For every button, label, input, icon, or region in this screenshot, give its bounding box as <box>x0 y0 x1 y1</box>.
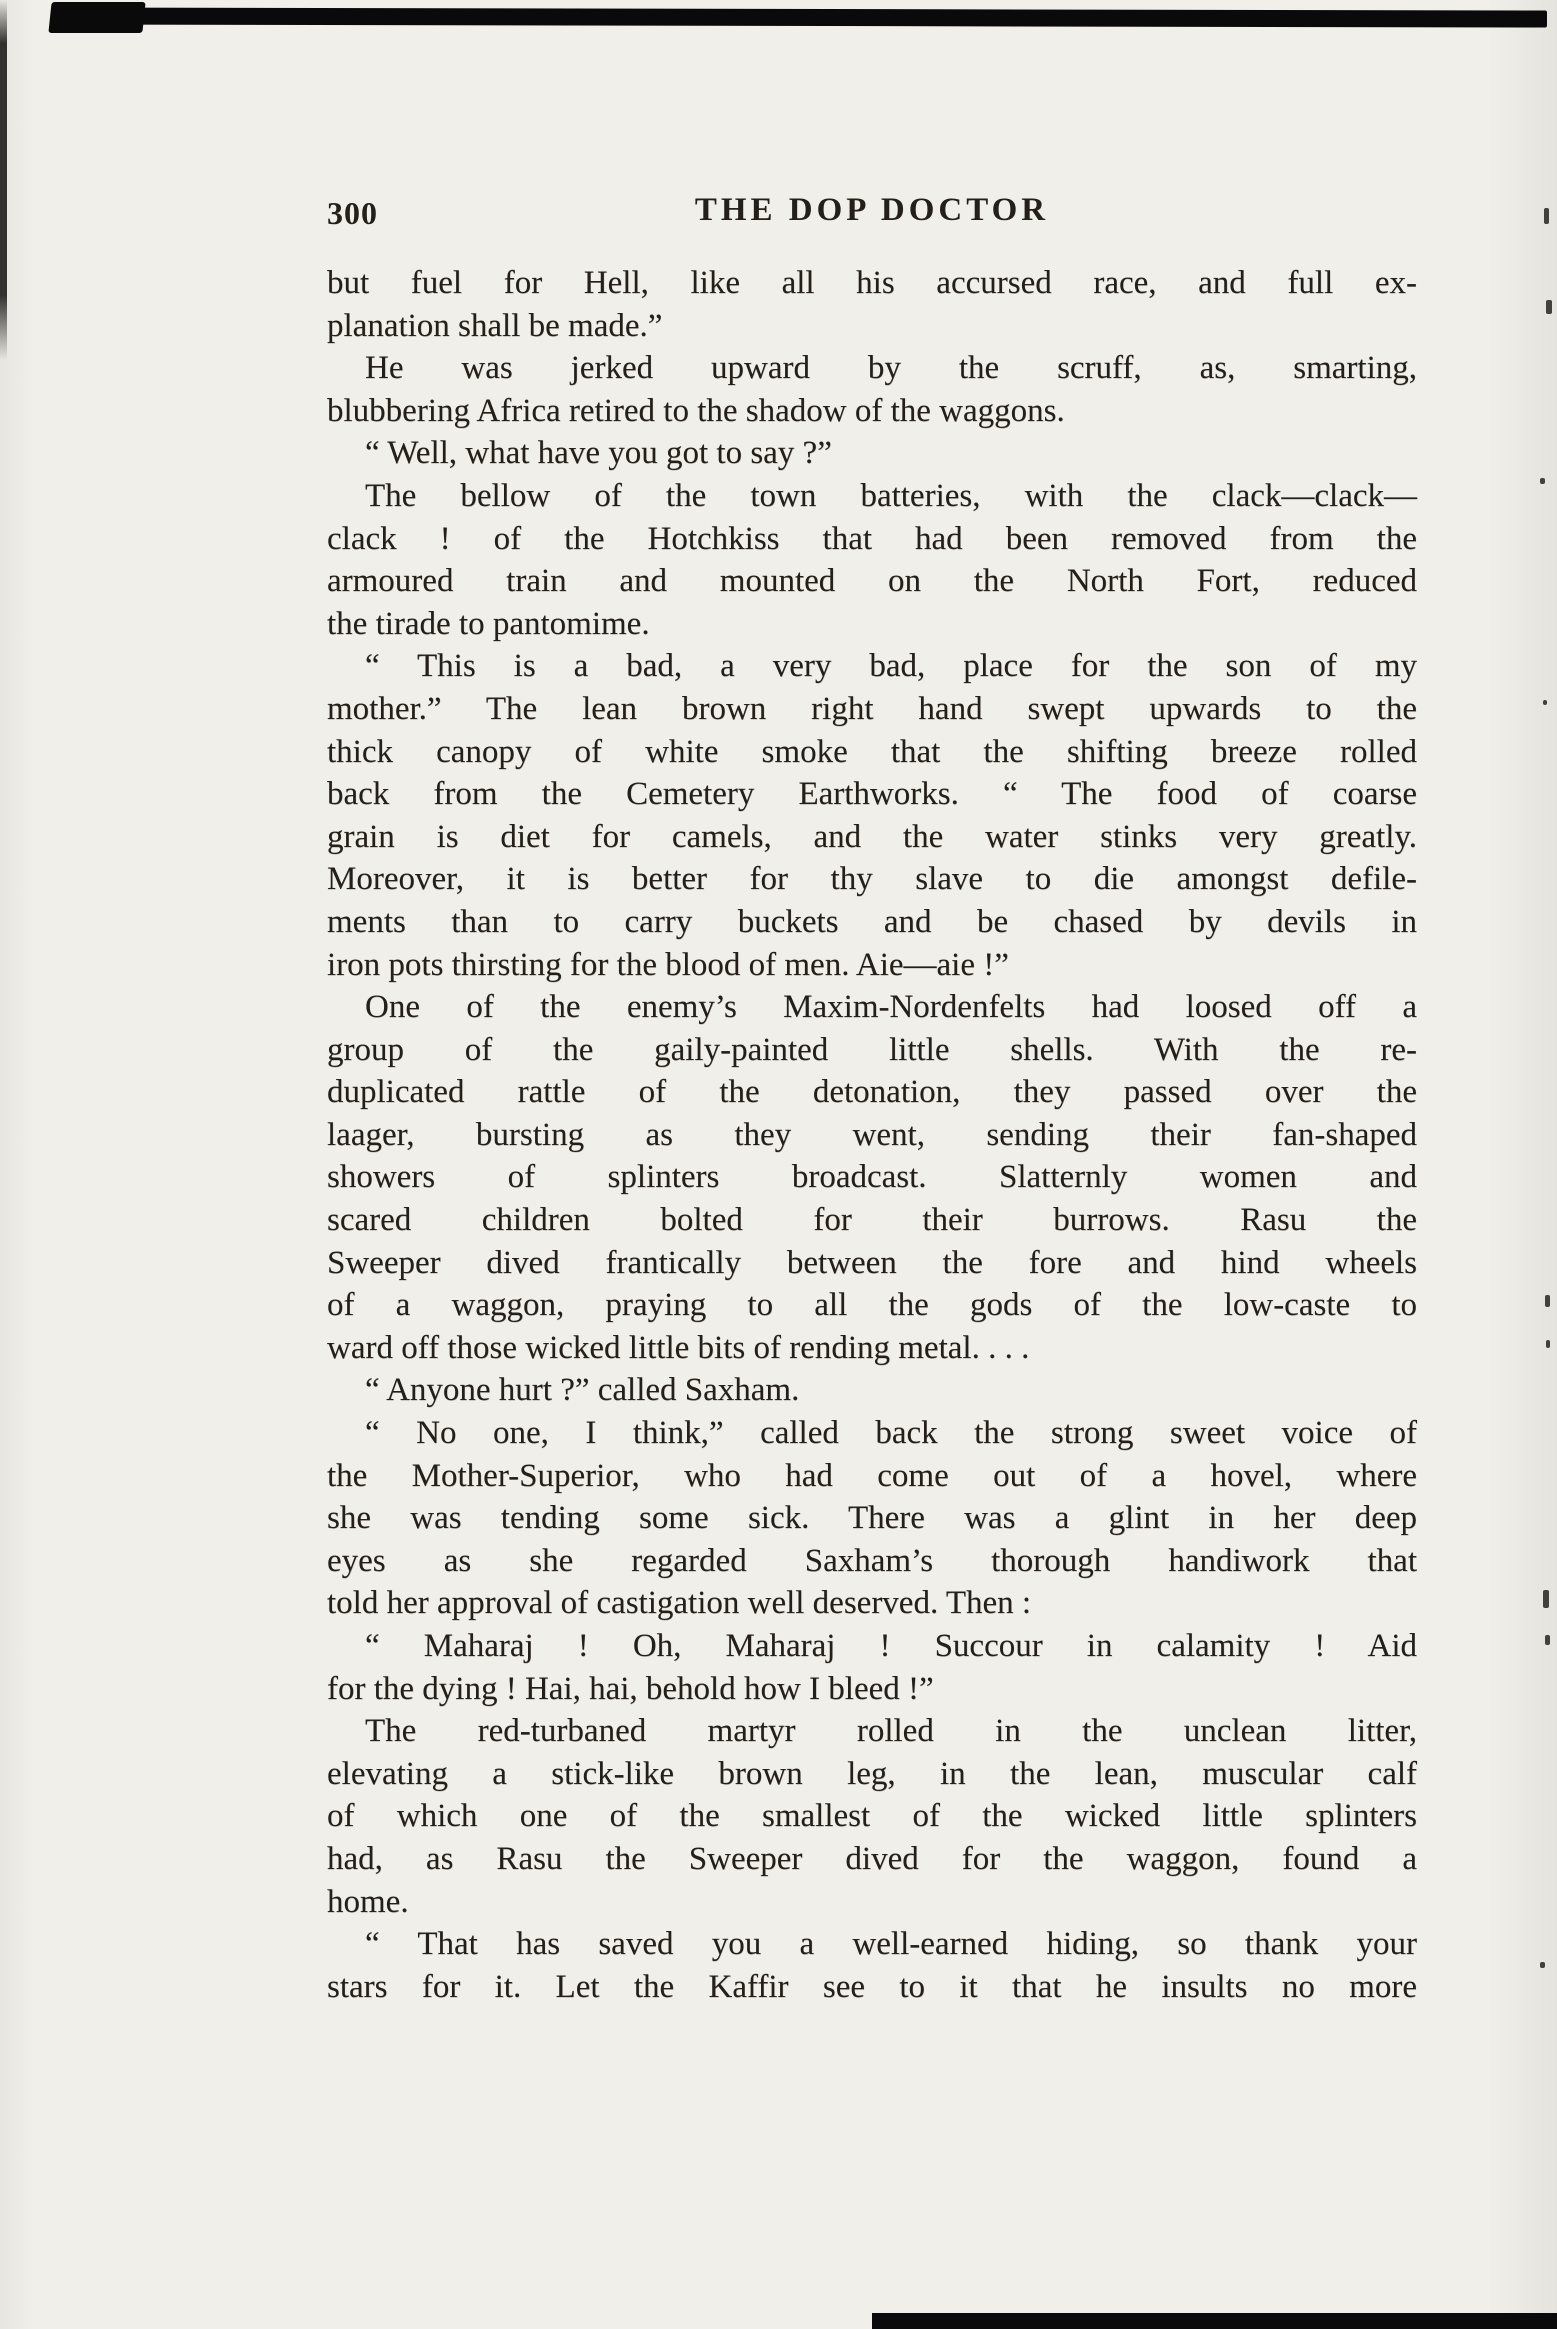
scan-artifact-bottom-bar <box>872 2313 1557 2329</box>
scan-speck <box>1544 208 1549 224</box>
text-line: Sweeper dived frantically between the fore and hind wheels <box>327 1244 1417 1281</box>
scan-speck <box>1540 1962 1545 1968</box>
text-line: blubbering Africa retired to the shadow of the waggons. <box>327 392 1065 429</box>
page-content <box>327 192 1417 2008</box>
text-line: the Mother-Superior, who had come out of a hovel, where <box>327 1457 1417 1494</box>
scan-speck <box>1540 478 1545 484</box>
text-line: thick canopy of white smoke that the shifting breeze rolled <box>327 733 1417 770</box>
text-line: Moreover, it is better for thy slave to die amongst defile- <box>327 861 1417 898</box>
text-line: she was tending some sick. There was a glint in her deep <box>327 1500 1417 1537</box>
scan-speck <box>1545 1295 1550 1307</box>
paragraph <box>327 1625 1417 1710</box>
text-line: grain is diet for camels, and the water stinks very greatly. <box>327 818 1417 855</box>
text-line: iron pots thirsting for the blood of men. Aie—aie !” <box>327 946 1009 983</box>
text-line: ments than to carry buckets and be chased by devils in <box>327 903 1417 940</box>
paragraph <box>327 347 1417 432</box>
scan-speck <box>1543 1590 1549 1608</box>
book-title-header: THE DOP DOCTOR <box>694 192 1050 228</box>
text-line: but fuel for Hell, like all his accursed race, and full ex- <box>327 265 1417 301</box>
text-line: “ That has saved you a well-earned hiding, so thank your <box>365 1926 1417 1963</box>
text-line: “ Anyone hurt ?” called Saxham. <box>365 1372 800 1409</box>
scan-artifact-top-bar <box>58 7 1547 27</box>
text-line: had, as Rasu the Sweeper dived for the waggon, found a <box>327 1840 1417 1877</box>
text-line: elevating a stick-like brown leg, in the lean, muscular calf <box>327 1755 1417 1792</box>
text-line: “ No one, I think,” called back the strong sweet voice of <box>365 1415 1417 1452</box>
paragraph <box>327 262 1417 347</box>
paragraph <box>327 1412 1417 1625</box>
text-line: mother.” The lean brown right hand swept upwards to the <box>327 690 1417 727</box>
text-line: group of the gaily-painted little shells. With the re- <box>327 1031 1417 1068</box>
text-line: stars for it. Let the Kaffir see to it that he insults no more <box>327 1968 1417 2005</box>
running-header <box>327 192 1417 238</box>
scan-speck <box>1545 1635 1550 1645</box>
text-line: scared children bolted for their burrows. Rasu the <box>327 1202 1417 1239</box>
text-line: planation shall be made.” <box>327 307 663 344</box>
text-line: The bellow of the town batteries, with the clack—clack— <box>365 477 1417 514</box>
text-line: showers of splinters broadcast. Slatternly women and <box>327 1159 1417 1196</box>
scan-speck <box>1546 300 1552 314</box>
paragraph <box>327 645 1417 986</box>
text-line: laager, bursting as they went, sending their fan-shaped <box>327 1116 1417 1153</box>
text-line: eyes as she regarded Saxham’s thorough handiwork that <box>327 1542 1417 1579</box>
text-line: armoured train and mounted on the North Fort, reduced <box>327 563 1417 600</box>
text-line: told her approval of castigation well deserved. Then : <box>327 1585 1032 1622</box>
text-line: He was jerked upward by the scruff, as, smarting, <box>365 350 1417 387</box>
text-line: of which one of the smallest of the wicked little splinters <box>327 1798 1417 1835</box>
text-line: of a waggon, praying to all the gods of the low-caste to <box>327 1287 1417 1324</box>
text-line: home. <box>327 1883 409 1920</box>
paragraph <box>327 1923 1417 2008</box>
paragraph <box>327 986 1417 1369</box>
text-line: the tirade to pantomime. <box>327 605 650 642</box>
scan-speck <box>1543 700 1547 705</box>
paragraph <box>327 432 1417 475</box>
scan-artifact-left-line <box>0 0 7 360</box>
text-line: for the dying ! Hai, hai, behold how I bleed !” <box>327 1670 934 1707</box>
scan-edge-shade-right <box>1487 0 1557 2329</box>
text-line: “ Well, what have you got to say ?” <box>365 435 832 472</box>
text-line: One of the enemy’s Maxim-Nordenfelts had loosed off a <box>365 989 1417 1026</box>
text-line: ward off those wicked little bits of rending metal. . . . <box>327 1329 1030 1366</box>
scan-speck <box>1546 1340 1550 1348</box>
paragraph <box>327 1710 1417 1923</box>
scan-artifact-top-blob <box>48 2 145 33</box>
page-number: 300 <box>327 195 378 231</box>
text-line: “ Maharaj ! Oh, Maharaj ! Succour in calamity ! Aid <box>365 1628 1417 1664</box>
paragraph <box>327 475 1417 645</box>
text-line: clack ! of the Hotchkiss that had been removed from the <box>327 520 1417 557</box>
text-line: The red-turbaned martyr rolled in the unclean litter, <box>365 1713 1417 1750</box>
text-block <box>327 262 1417 2008</box>
text-line: duplicated rattle of the detonation, they passed over the <box>327 1074 1417 1111</box>
text-line: back from the Cemetery Earthworks. “ The food of coarse <box>327 776 1417 813</box>
text-line: “ This is a bad, a very bad, place for the son of my <box>365 648 1417 685</box>
paragraph <box>327 1369 1417 1412</box>
